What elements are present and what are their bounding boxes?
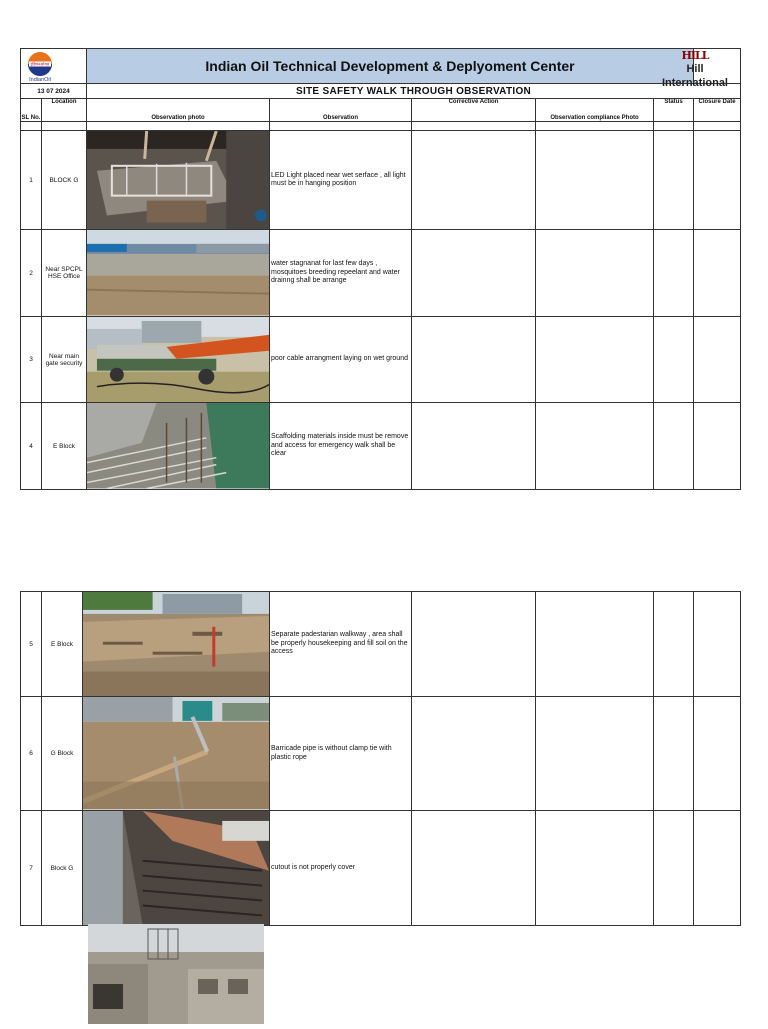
row-sl: 4 xyxy=(21,403,42,490)
observation-table-page-2 xyxy=(20,591,741,926)
row-closure xyxy=(694,403,741,490)
row-sl: 6 xyxy=(21,697,42,810)
table-row xyxy=(21,810,741,925)
row-compliance-photo xyxy=(536,697,654,810)
walkway-photo xyxy=(83,592,270,697)
row-observation: Separate padestarian walkway , area shall be properly housekeeping and fill soil on the access xyxy=(270,592,412,697)
row-closure xyxy=(694,230,741,317)
col-header-corrective: Corrective Action xyxy=(412,99,536,122)
row-status xyxy=(654,316,694,403)
row-closure xyxy=(694,810,741,925)
report-subtitle: SITE SAFETY WALK THROUGH OBSERVATION xyxy=(87,84,741,99)
page-2-sheet xyxy=(20,591,740,926)
col-header-closure: Closure Date xyxy=(694,99,741,122)
row-compliance-photo xyxy=(536,230,654,317)
scaffolding-photo xyxy=(87,403,270,490)
row-closure xyxy=(694,316,741,403)
row-observation: Barricade pipe is without clamp tie with plastic rope xyxy=(270,697,412,810)
row-location: Near main gate security xyxy=(42,316,87,403)
table-row xyxy=(21,592,741,697)
row-status xyxy=(654,403,694,490)
row-sl: 1 xyxy=(21,131,42,230)
building-photo xyxy=(88,924,264,1024)
row-status xyxy=(654,131,694,230)
row-compliance-photo xyxy=(536,316,654,403)
report-date: 13 07 2024 xyxy=(21,84,87,99)
water-stagnation-photo xyxy=(87,230,270,317)
row-location: Block G xyxy=(42,810,83,925)
row-observation: poor cable arrangment laying on wet ground xyxy=(270,316,412,403)
row-corrective xyxy=(412,592,536,697)
led-light-wet-area-photo xyxy=(87,131,270,230)
col-header-compliance: Observation compliance Photo xyxy=(536,99,654,122)
row-corrective xyxy=(412,810,536,925)
table-row xyxy=(21,316,741,403)
row-closure xyxy=(694,592,741,697)
indianoil-logo-icon xyxy=(23,50,57,82)
row-status xyxy=(654,592,694,697)
hill-logo-text: Hill International xyxy=(661,63,728,89)
observation-table-page-1 xyxy=(20,48,741,490)
row-observation: cutout is not properly cover xyxy=(270,810,412,925)
row-observation: water stagnanat for last few days , mosquitoes breeding repeelant and water drainng shall be arrange xyxy=(270,230,412,317)
cutout-photo xyxy=(83,810,270,925)
row-corrective xyxy=(412,316,536,403)
cable-tanker-photo xyxy=(87,316,270,403)
row-compliance-photo xyxy=(536,131,654,230)
table-row xyxy=(21,403,741,490)
row-compliance-photo xyxy=(536,592,654,697)
indianoil-logo-cell xyxy=(21,49,87,84)
row-status xyxy=(654,230,694,317)
col-header-status: Status xyxy=(654,99,694,122)
row-corrective xyxy=(412,403,536,490)
row-compliance-photo xyxy=(536,403,654,490)
row-compliance-photo xyxy=(536,810,654,925)
barricade-pipe-photo xyxy=(83,697,270,810)
col-header-sl: SL No. xyxy=(21,99,42,122)
svg-text:IndianOil: IndianOil xyxy=(29,77,51,82)
table-row xyxy=(21,230,741,317)
row-sl: 3 xyxy=(21,316,42,403)
row-sl: 5 xyxy=(21,592,42,697)
row-location: G Block xyxy=(42,697,83,810)
col-header-photo: Observation photo xyxy=(87,99,270,122)
row-status xyxy=(654,810,694,925)
hill-international-logo xyxy=(653,49,737,89)
row-observation: LED Light placed near wet serface , all light must be in hanging position xyxy=(270,131,412,230)
row-sl: 2 xyxy=(21,230,42,317)
row-location: BLOCK G xyxy=(42,131,87,230)
row-sl: 7 xyxy=(21,810,42,925)
row-closure xyxy=(694,131,741,230)
svg-text:इंडियनऑयल: इंडियनऑयल xyxy=(30,61,50,67)
row-status xyxy=(654,697,694,810)
row-corrective xyxy=(412,230,536,317)
table-row xyxy=(21,131,741,230)
col-header-observation: Observation xyxy=(270,99,412,122)
col-header-location: Location xyxy=(42,99,87,122)
row-observation: Scaffolding materials inside must be remove and access for emergency walk shall be clear xyxy=(270,403,412,490)
table-row xyxy=(21,697,741,810)
page-1-sheet xyxy=(20,48,740,490)
row-corrective xyxy=(412,697,536,810)
row-location: Near SPCPL HSE Office xyxy=(42,230,87,317)
row-location: E Block xyxy=(42,403,87,490)
row-location: E Block xyxy=(42,592,83,697)
row-closure xyxy=(694,697,741,810)
hill-logo-mark-icon: HILL xyxy=(681,49,709,62)
row-corrective xyxy=(412,131,536,230)
report-title: Indian Oil Technical Development & Deplyoment Center xyxy=(87,49,694,84)
